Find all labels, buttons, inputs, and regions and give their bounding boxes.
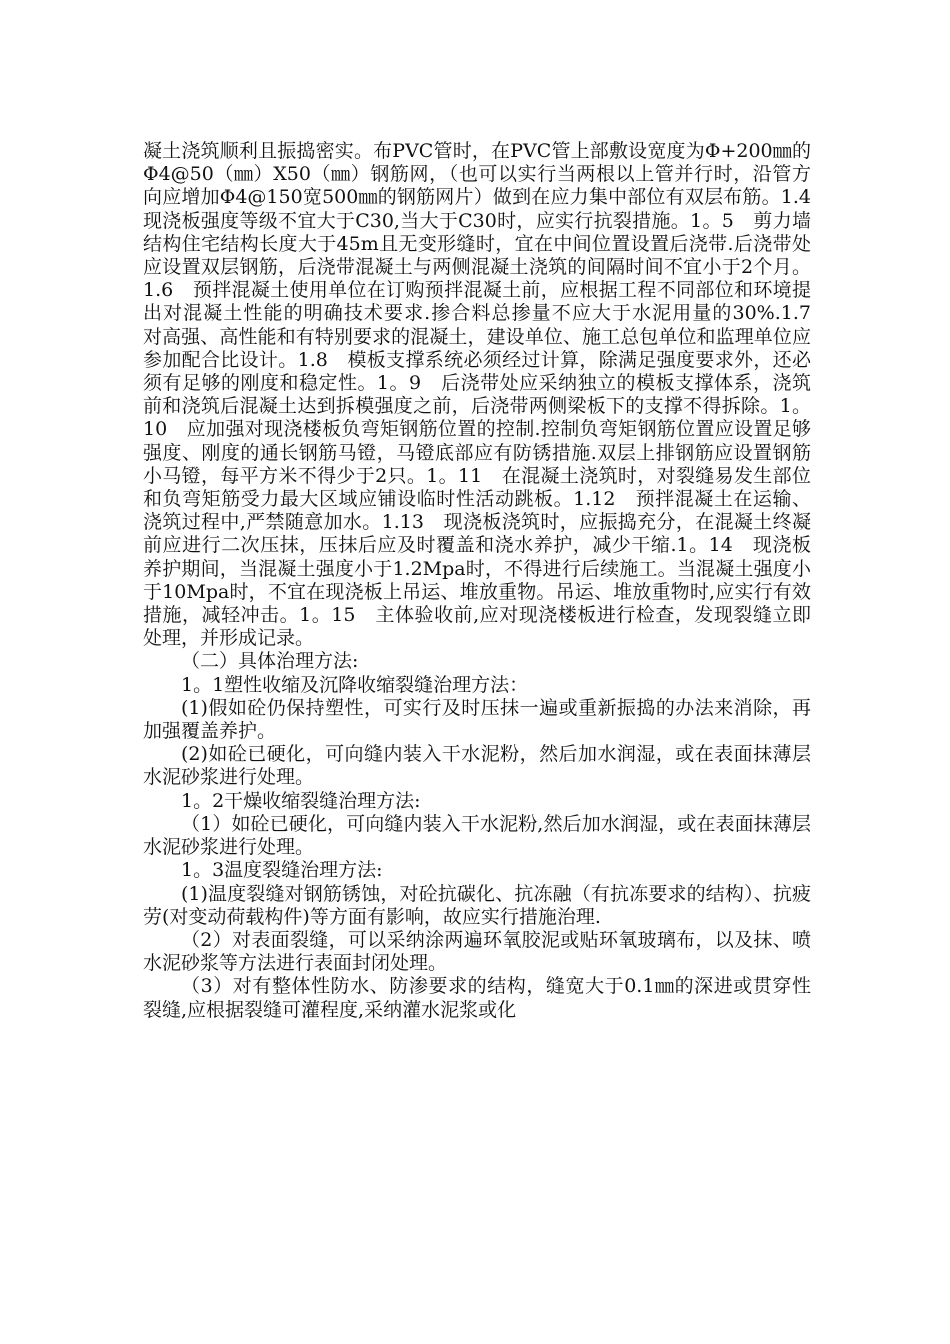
paragraph-plastic-item-2: (2)如砼已硬化，可向缝内装入干水泥粉，然后加水润湿，或在表面抹薄层水泥砂浆进行处理。 <box>143 743 811 789</box>
subheading-temperature-cracks: 1。3温度裂缝治理方法: <box>181 859 383 882</box>
paragraph-temperature-item-1: (1)温度裂缝对钢筋锈蚀，对砼抗碳化、抗冻融（有抗冻要求的结构）、抗疲劳(对变动荷载构件)等方面有影响，故应实行措施治理. <box>143 882 811 928</box>
paragraph-temperature-item-2: （2）对表面裂缝，可以采纳涂两遍环氧胶泥或贴环氧玻璃布，以及抹、喷水泥砂浆等方法进行表面封闭处理。 <box>143 928 811 975</box>
subheading-plastic-shrinkage: 1。1塑性收缩及沉降收缩裂缝治理方法： <box>181 673 529 696</box>
paragraph-continuation: 凝土浇筑顺利且振捣密实。布PVC管时，在PVC管上部敷设宽度为Φ+200㎜的Φ4@50（㎜）Χ50（㎜）钢筋网，（也可以实行当两根以上管并行时，沿管方向应增加Φ4@150宽500㎜的钢筋网片）做到在应力集中部位有双层布筋。1.4 现浇板强度等级不宜大于C30,当大于C30时，应实行抗裂措施。1。5 剪力墙结构住宅结构长度大于45m且无变形缝时，宜在中间位置设置后浇带.后浇带处应设置双层钢筋，后浇带混凝土与两侧混凝土浇筑的间隔时间不宜小于2个月。1.6 预拌混凝土使用单位在订购预拌混凝土前，应根据工程不同部位和环境提出对混凝土性能的明确技术要求.掺合料总掺量不应大于水泥用量的30%.1.7 对高强、高性能和有特别要求的混凝土，建设单位、施工总包单位和监理单位应参加配合比设计。1.8 模板支撑系统必须经过计算，除满足强度要求外，还必须有足够的刚度和稳定性。1。9 后浇带处应采纳独立的模板支撑体系，浇筑前和浇筑后混凝土达到拆模强度之前，后浇带两侧梁板下的支撑不得拆除。1。10 应加强对现浇楼板负弯矩钢筋位置的控制.控制负弯矩钢筋位置应设置足够强度、刚度的通长钢筋马镫，马镫底部应有防锈措施.双层上排钢筋应设置钢筋小马镫，每平方米不得少于2只。1。11 在混凝土浇筑时，对裂缝易发生部位和负弯矩筋受力最大区域应铺设临时性活动跳板。1.12 预拌混凝土在运输、浇筑过程中,严禁随意加水。1.13 现浇板浇筑时，应振捣充分，在混凝土终凝前应进行二次压抹，压抹后应及时覆盖和浇水养护，减少干缩.1。14 现浇板养护期间，当混凝土强度小于1.2Mpa时，不得进行后续施工。当混凝土强度小于10Mpa时，不宜在现浇板上吊运、堆放重物。吊运、堆放重物时,应实行有效措施，减轻冲击。1。15 主体验收前,应对现浇楼板进行检查，发现裂缝立即处理，并形成记录。 <box>143 140 831 650</box>
paragraph-dry-item-1: （1）如砼已硬化，可向缝内装入干水泥粉,然后加水润湿，或在表面抹薄层水泥砂浆进行处理。 <box>143 812 811 859</box>
document-body <box>143 140 831 1022</box>
section-heading-specific-methods: （二）具体治理方法: <box>181 650 359 673</box>
paragraph-plastic-item-1: (1)假如砼仍保持塑性，可实行及时压抹一遍或重新振捣的办法来消除，再加强覆盖养护。 <box>143 696 811 743</box>
subheading-dry-shrinkage: 1。2干燥收缩裂缝治理方法: <box>181 789 421 812</box>
paragraph-temperature-item-3: （3）对有整体性防水、防渗要求的结构，缝宽大于0.1㎜的深进或贯穿性裂缝,应根据裂缝可灌程度,采纳灌水泥浆或化 <box>143 975 811 1021</box>
